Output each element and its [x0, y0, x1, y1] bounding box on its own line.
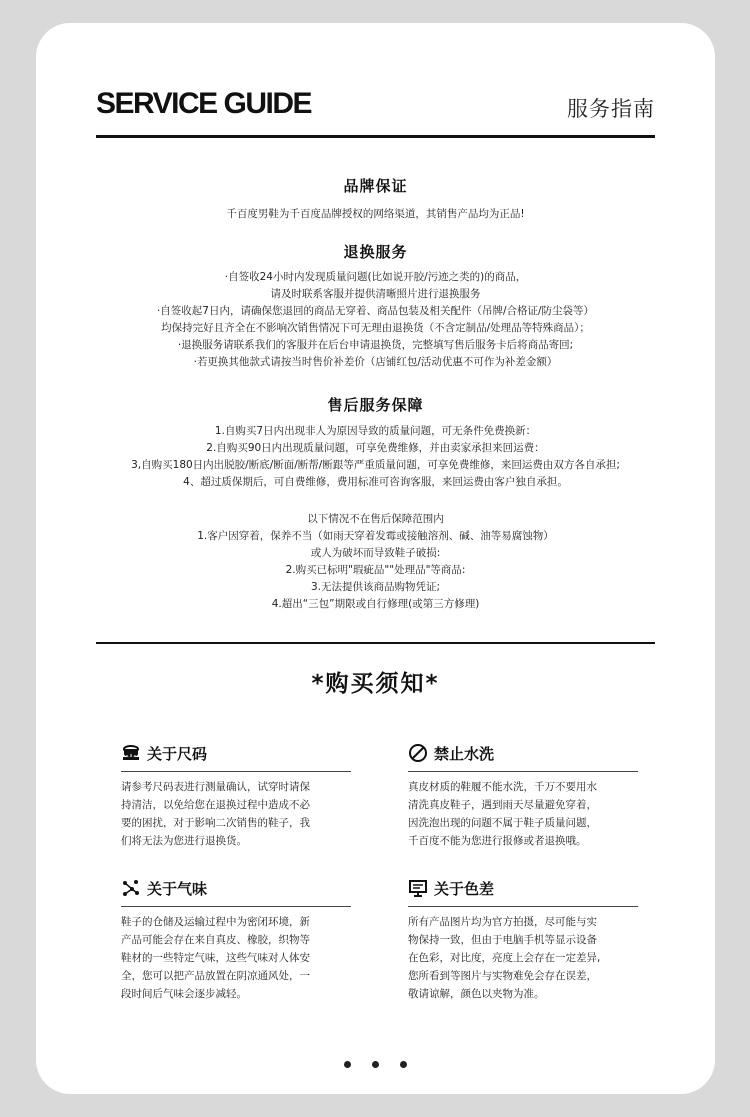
pagination-dot[interactable]: [372, 1061, 379, 1068]
brand-line: 千百度男鞋为千百度品牌授权的网络渠道，其销售产品均为正品!: [226, 208, 525, 220]
returns-line: ·自签收起7日内，请确保您退回的商品无穿着、商品包装及相关配件（吊牌/合格证/防尘袋等）: [156, 305, 595, 317]
size-line: 请参考尺码表进行测量确认，试穿时请保: [121, 781, 310, 793]
exclusion-line: 4.超出“三包”期限或自行修理(或第三方修理): [271, 598, 480, 610]
section-divider: [96, 642, 655, 644]
box-divider: [121, 771, 351, 772]
no-wash-line: 因洗泡出现的问题不属于鞋子质量问题，: [408, 817, 597, 829]
no-wash-line: 真皮材质的鞋履不能水洗，千万不要用水: [408, 781, 597, 793]
size-box: [121, 741, 351, 850]
brand-section: [96, 175, 655, 223]
no-wash-line: 清洗真皮鞋子，遇到雨天尽量避免穿着，: [408, 799, 597, 811]
exclusion-line: 1.客户因穿着，保养不当（如雨天穿着发霉或接触溶剂、碱、油等易腐蚀物）: [197, 530, 554, 542]
color-line: 您所看到等图片与实物难免会存在误差，: [408, 970, 597, 982]
monitor-icon: [408, 878, 428, 898]
color-line: 所有产品图片均为官方拍摄，尽可能与实: [408, 916, 597, 928]
odor-line: 段时间后气味会逐步减轻。: [121, 988, 247, 1000]
returns-line: ·退换服务请联系我们的客服并在后台申请退换货，完整填写售后服务卡后将商品寄回;: [177, 339, 574, 351]
box-divider: [408, 771, 638, 772]
purchase-title: *购买须知*: [311, 671, 440, 697]
ruler-icon: [121, 743, 141, 763]
returns-title: 退换服务: [343, 243, 408, 261]
odor-line: 鞋子的仓储及运输过程中为密闭环境，新: [121, 916, 310, 928]
aftersales-section: [96, 394, 655, 613]
odor-line: 产品可能会存在来自真皮、橡胶，织物等: [121, 934, 310, 946]
returns-line: ·若更换其他款式请按当时售价补差价（店铺红包/活动优惠不可作为补差金额）: [193, 356, 558, 368]
size-line: 持清洁，以免给您在退换过程中造成不必: [121, 799, 310, 811]
odor-line: 全，您可以把产品放置在阴凉通风处，一: [121, 970, 310, 982]
header-divider: [96, 135, 655, 138]
size-line: 们将无法为您进行退换货。: [121, 835, 247, 847]
aftersales-title: 售后服务保障: [327, 396, 424, 414]
brand-title: 品牌保证: [343, 177, 408, 195]
odor-line: 鞋材的一些特定气味，这些气味对人体安: [121, 952, 310, 964]
header: [96, 83, 655, 135]
page-title: SERVICE GUIDE: [96, 87, 312, 120]
returns-line: 请及时联系客服并提供清晰照片进行退换服务: [270, 288, 481, 300]
size-title: 关于尺码: [147, 744, 208, 763]
color-box: [408, 876, 638, 1003]
aftersales-line: 4、超过质保期后，可自费维修，费用标准可咨询客服，来回运费由客户独自承担。: [183, 476, 568, 488]
returns-section: [96, 241, 655, 371]
odor-title: 关于气味: [147, 879, 208, 898]
box-divider: [408, 906, 638, 907]
no-wash-icon: [408, 743, 428, 763]
pagination-dot[interactable]: [344, 1061, 351, 1068]
size-line: 要的困扰，对于影响二次销售的鞋子，我: [121, 817, 310, 829]
page-title-cn: 服务指南: [567, 97, 655, 121]
no-wash-title: 禁止水洗: [434, 744, 495, 763]
pagination-dot[interactable]: [400, 1061, 407, 1068]
exclusion-line: 以下情况不在售后保障范围内: [307, 513, 444, 525]
box-divider: [121, 906, 351, 907]
color-title: 关于色差: [434, 879, 495, 898]
exclusion-line: 或人为破坏而导致鞋子破损:: [310, 547, 441, 559]
exclusion-line: 3.无法提供该商品购物凭证;: [310, 581, 441, 593]
color-line: 敬请谅解，颜色以夹物为准。: [408, 988, 545, 1000]
odor-icon: [121, 878, 141, 898]
aftersales-line: 3,自购买180日内出脱胶/断底/断面/断帮/断跟等严重质量问题，可享免费维修，来回运费由双方各自承担;: [131, 459, 620, 471]
pagination-dots: [36, 1053, 715, 1072]
guide-card: [36, 23, 715, 1094]
returns-line: 均保持完好且齐全在不影响次销售情况下可无理由退换货（不含定制品/处理品等特殊商品）；: [161, 322, 590, 334]
returns-line: ·自签收24小时内发现质量问题(比如说开胶/污迹之类的)的商品，: [224, 271, 527, 283]
aftersales-line: 2.自购买90日内出现质量问题，可享免费维修，并由卖家承担来回运费：: [206, 442, 545, 454]
odor-box: [121, 876, 351, 1003]
no-wash-line: 千百度不能为您进行报修或者退换哦。: [408, 835, 587, 847]
color-line: 在色彩，对比度，亮度上会存在一定差异,: [408, 952, 601, 964]
exclusion-line: 2.购买已标明"瑕疵品""处理品"等商品:: [285, 564, 466, 576]
aftersales-line: 1.自购买7日内出现非人为原因导致的质量问题，可无条件免费换新：: [214, 425, 537, 437]
no-wash-box: [408, 741, 638, 850]
color-line: 物保持一致，但由于电脑手机等显示设备: [408, 934, 597, 946]
